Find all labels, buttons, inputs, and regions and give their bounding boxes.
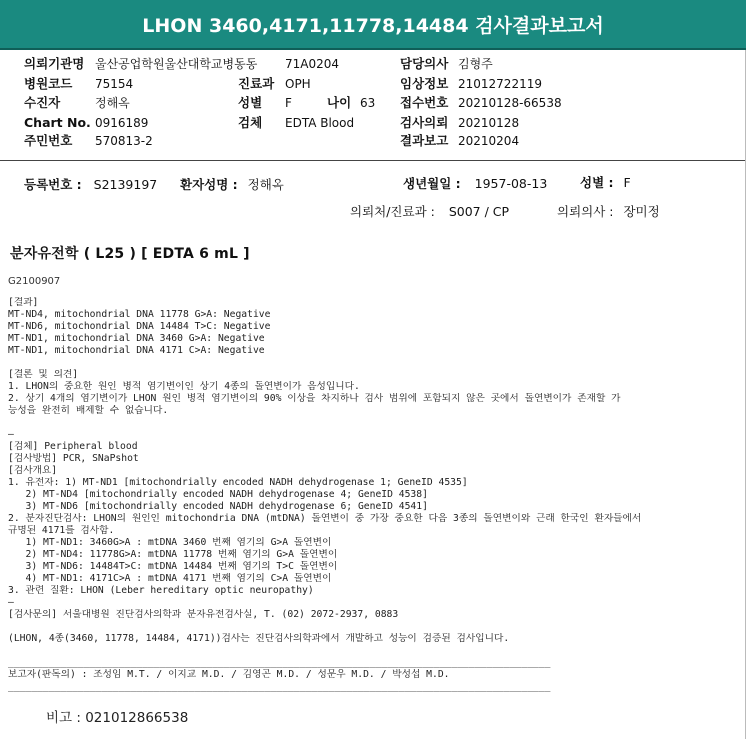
report-line: [검사방법] PCR, SNaPshot: [8, 453, 139, 464]
age-value: 63: [360, 96, 376, 110]
report-title: LHON 3460,4171,11778,14484 검사결과보고서: [142, 14, 604, 37]
report-line: [8, 621, 738, 633]
report-line: 능성을 완전히 배제할 수 없습니다.: [8, 405, 169, 416]
doctor-value: 김형주: [458, 57, 493, 71]
hospital-code-value: 75154: [95, 77, 134, 91]
institution-label: 의뢰기관명: [24, 56, 85, 71]
dob-label: 생년월일 :: [403, 176, 461, 191]
age-label: 나이: [327, 95, 352, 110]
chart-label: Chart No.: [24, 115, 91, 130]
request-dept-label: 의뢰처/진료과 :: [350, 204, 435, 219]
report-line: 3) MT-ND6 [mitochondrially encoded NADH dehydrogenase 6; GeneID 4541]: [8, 501, 428, 512]
report-line: 1. LHON의 중요한 원인 병적 염기변이인 상기 4종의 돌연변이가 음성입니다.: [8, 381, 360, 392]
report-line: MT-ND1, mitochondrial DNA 4171 C>A: Negative: [8, 345, 265, 356]
report-id: G2100907: [8, 276, 61, 287]
report-line: 3. 관련 질환: LHON (Leber hereditary optic neuropathy): [8, 585, 314, 596]
report-line: [8, 417, 738, 429]
remark: 비고 : 021012866538: [46, 710, 189, 726]
report-date-label: 결과보고: [400, 133, 449, 148]
patient-value: 정해옥: [95, 96, 130, 110]
sex-label: 성별: [238, 95, 263, 110]
report-date-value: 20210204: [458, 134, 520, 148]
dob: [403, 174, 547, 192]
report-line: [결과]: [8, 297, 39, 308]
report-line: 2) MT-ND4: 11778G>A: mtDNA 11778 번째 염기의 G>A 돌연변이: [8, 549, 338, 560]
patient-name-value: 정해옥: [247, 177, 284, 192]
dept-label: 진료과: [238, 76, 275, 91]
report-line: _____________________________________________________________________________________________: [8, 681, 551, 692]
report-line: —: [8, 429, 14, 440]
report-line: MT-ND6, mitochondrial DNA 14484 T>C: Negative: [8, 321, 271, 332]
id-label: 주민번호: [24, 133, 73, 148]
dob-value: 1957-08-13: [474, 176, 548, 191]
reg-no-label: 등록번호 :: [24, 177, 82, 192]
hospital-code-label: 병원코드: [24, 76, 73, 91]
institution-code: 71A0204: [285, 57, 340, 71]
report-line: MT-ND1, mitochondrial DNA 3460 G>A: Negative: [8, 333, 265, 344]
reg-no: [24, 175, 157, 193]
request-date-label: 검사의뢰: [400, 115, 449, 130]
clinical-info-value: 21012722119: [458, 77, 542, 91]
report-line: 2) MT-ND4 [mitochondrially encoded NADH dehydrogenase 4; GeneID 4538]: [8, 489, 428, 500]
report-line: 2. 상기 4개의 염기변이가 LHON 원인 병적 염기변이의 90% 이상을 차지하나 검사 범위에 포함되지 않은 곳에서 돌연변이가 존재할 가: [8, 393, 621, 404]
report-line: 1) MT-ND1: 3460G>A : mtDNA 3460 번째 염기의 G>A 돌연변이: [8, 537, 332, 548]
patient-sex: [580, 173, 631, 191]
report-body: [8, 297, 738, 693]
request-dept: [350, 202, 509, 220]
patient-name-label: 환자성명 :: [180, 177, 238, 192]
report-line: [검사개요]: [8, 465, 58, 476]
reg-no-value: S2139197: [93, 177, 158, 192]
request-doctor-value: 장미정: [623, 204, 660, 219]
report-line: 규명된 4171를 검사함.: [8, 525, 115, 536]
report-title-bar: [0, 0, 746, 50]
section-title: 분자유전학 ( L25 ) [ EDTA 6 mL ]: [10, 246, 250, 262]
report-line: 4) MT-ND1: 4171C>A : mtDNA 4171 번째 염기의 C>A 돌연변이: [8, 573, 332, 584]
specimen-value: EDTA Blood: [285, 116, 355, 130]
doctor-label: 담당의사: [400, 56, 449, 71]
clinical-info-label: 임상정보: [400, 76, 449, 91]
sex-value: F: [285, 96, 292, 110]
report-line: [8, 357, 738, 369]
report-line: 1. 유전자: 1) MT-ND1 [mitochondrially encoded NADH dehydrogenase 1; GeneID 4535]: [8, 477, 468, 488]
institution-value: 울산공업학원울산대학교병동동: [95, 57, 258, 71]
chart-value: 0916189: [95, 116, 149, 130]
report-line: (LHON, 4종(3460, 11778, 14484, 4171))검사는 진단검사의학과에서 개발하고 성능이 검증된 검사입니다.: [8, 633, 510, 644]
report-line: [8, 645, 738, 657]
patient-sex-value: F: [623, 175, 631, 190]
receipt-no-value: 20210128-66538: [458, 96, 562, 110]
request-info-grid: [0, 56, 746, 152]
report-line: 보고자(판독의) : 조성임 M.T. / 이지교 M.D. / 김영곤 M.D. / 성문우 M.D. / 박성섭 M.D.: [8, 669, 450, 680]
report-line: _____________________________________________________________________________________________: [8, 657, 551, 668]
report-line: [결론 및 의견]: [8, 369, 79, 380]
request-date-value: 20210128: [458, 116, 520, 130]
report-line: [검사문의] 서울대병원 진단검사의학과 분자유전검사실, T. (02) 2072-2937, 0883: [8, 609, 399, 620]
request-doctor: [557, 202, 660, 220]
patient-label: 수진자: [24, 95, 61, 110]
request-doctor-label: 의뢰의사 :: [557, 204, 614, 219]
specimen-label: 검체: [238, 115, 263, 130]
receipt-no-label: 접수번호: [400, 95, 449, 110]
id-value: 570813-2: [95, 134, 153, 148]
patient-sex-label: 성별 :: [580, 175, 614, 190]
report-line: [검체] Peripheral blood: [8, 441, 138, 452]
report-line: 3) MT-ND6: 14484T>C: mtDNA 14484 번째 염기의 T>C 돌연변이: [8, 561, 338, 572]
report-line: —: [8, 597, 14, 608]
report-line: MT-ND4, mitochondrial DNA 11778 G>A: Negative: [8, 309, 271, 320]
divider: [0, 160, 746, 161]
dept-value: OPH: [285, 77, 311, 91]
request-dept-value: S007 / CP: [448, 204, 510, 219]
patient-name: [180, 175, 284, 193]
report-line: 2. 분자진단검사: LHON의 원인인 mitochondria DNA (mtDNA) 돌연변이 중 가장 중요한 다음 3종의 돌연변이와 근래 한국인 환자들에서: [8, 513, 642, 524]
